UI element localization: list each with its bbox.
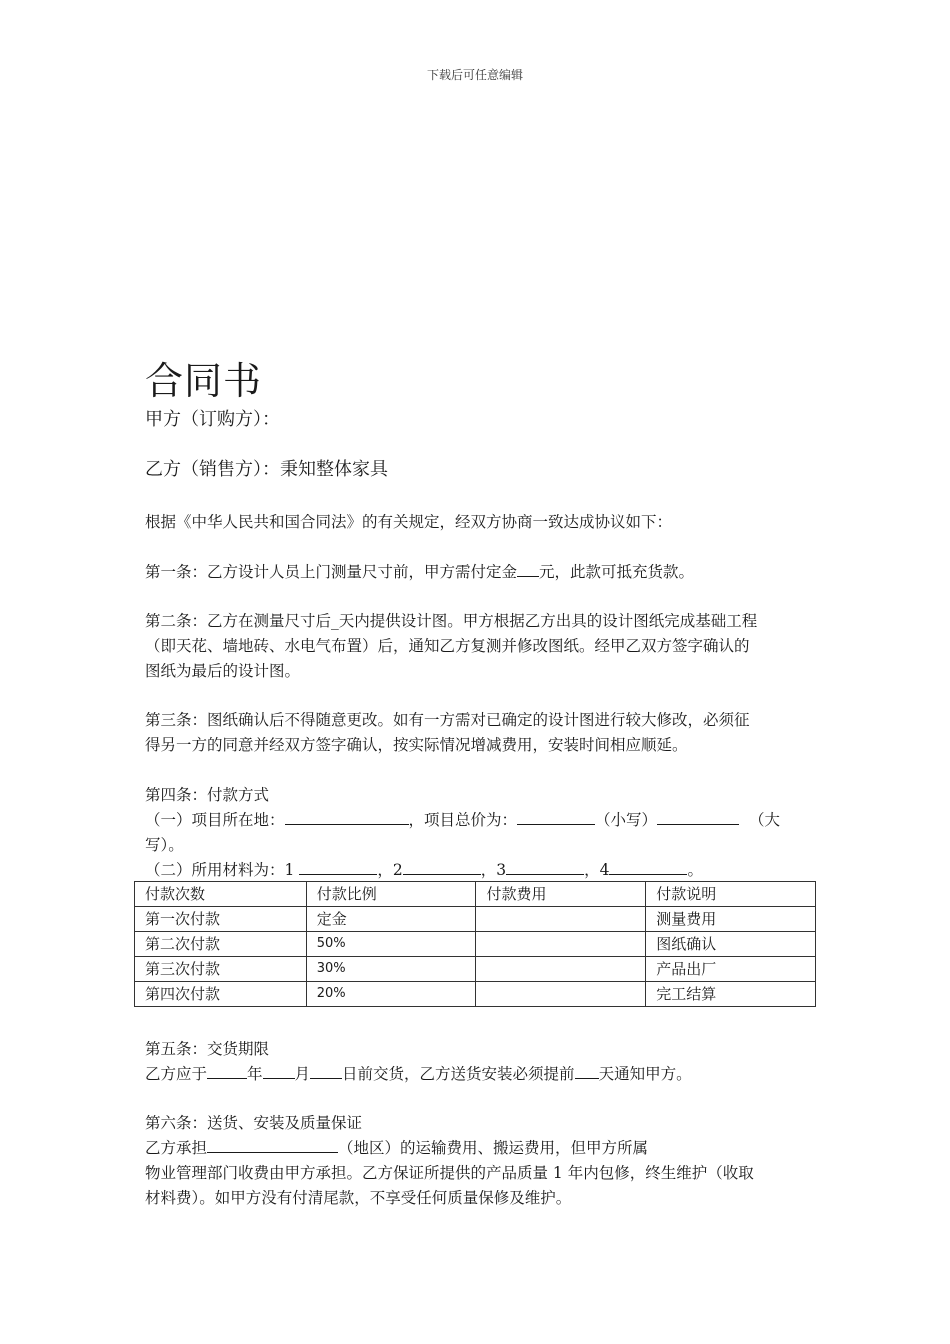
payment-note-cell: 完工结算 [646, 982, 816, 1007]
table-row [135, 957, 816, 982]
table-row [135, 932, 816, 957]
payment-ratio-cell: 30% [306, 957, 476, 982]
payment-number-cell: 第二次付款 [135, 932, 307, 957]
table-header-row [135, 882, 816, 907]
material-2-blank[interactable] [403, 857, 481, 875]
header-note: 下载后可任意编辑 [426, 68, 523, 82]
header-cell: 付款次数 [135, 882, 307, 907]
article-2-line-2: （即天花、墙地砖、水电气布置）后，通知乙方复测并修改图纸。经甲乙双方签字确认的 [145, 637, 750, 655]
article-2-line-3: 图纸为最后的设计图。 [145, 662, 301, 680]
header-cell: 付款比例 [306, 882, 476, 907]
payment-note-cell: 测量费用 [646, 907, 816, 932]
total-lowercase-blank[interactable] [517, 807, 595, 825]
item-1-label-lowercase: （小写） [595, 811, 658, 829]
article-1 [145, 559, 694, 585]
payment-ratio-cell: 50% [306, 932, 476, 957]
article-6-text-a: 乙方承担 [145, 1139, 208, 1157]
project-location-blank[interactable] [285, 807, 409, 825]
payment-amount-cell[interactable] [476, 982, 646, 1007]
delivery-text-end: 天通知甲方。 [598, 1065, 692, 1083]
payment-number-cell: 第三次付款 [135, 957, 307, 982]
delivery-day-blank[interactable] [310, 1061, 342, 1079]
party-b-line: 乙方（销售方）：秉知整体家具 [145, 459, 388, 480]
article-4-item-2 [145, 857, 703, 883]
item-1-label-uppercase: （大 [749, 811, 781, 829]
article-1-text-before: 第一条：乙方设计人员上门测量尺寸前，甲方需付定金 [145, 563, 518, 581]
article-6-line-2: 物业管理部门收费由甲方承担。乙方保证所提供的产品质量 1 年内包修，终生维护（收取 [145, 1164, 754, 1182]
article-1-text-after: 元，此款可抵充货款。 [539, 563, 695, 581]
article-4-heading: 第四条：付款方式 [145, 786, 270, 804]
table-row [135, 982, 816, 1007]
item-1-label-location: （一）项目所在地： [145, 811, 285, 829]
payment-note-cell: 产品出厂 [646, 957, 816, 982]
article-3-line-1: 第三条：图纸确认后不得随意更改。如有一方需对已确定的设计图进行较大修改，必须征 [145, 711, 750, 729]
materials-sep-3: ，3 [480, 861, 507, 879]
deposit-amount-blank[interactable] [517, 559, 539, 577]
article-6-heading: 第六条：送货、安装及质量保证 [145, 1114, 363, 1132]
delivery-text-a: 乙方应于 [145, 1065, 208, 1083]
delivery-text-month: 月 [294, 1065, 311, 1083]
delivery-text-year: 年 [247, 1065, 263, 1083]
region-blank[interactable] [207, 1135, 338, 1153]
article-4-item-1 [145, 807, 780, 833]
payment-number-cell: 第一次付款 [135, 907, 307, 932]
item-1-label-total: ，项目总价为： [408, 811, 518, 829]
article-4-item-1-cont: 写）。 [145, 836, 184, 854]
materials-sep-4: ，4 [584, 861, 610, 879]
materials-label: （二）所用材料为：1 [145, 861, 295, 879]
preamble: 根据《中华人民共和国合同法》的有关规定，经双方协商一致达成协议如下： [145, 513, 673, 531]
header-cell: 付款说明 [646, 882, 816, 907]
delivery-year-blank[interactable] [207, 1061, 247, 1079]
article-2-line-1: 第二条：乙方在测量尺寸后_天内提供设计图。甲方根据乙方出具的设计图纸完成基础工程 [145, 612, 758, 630]
payment-amount-cell[interactable] [476, 907, 646, 932]
payment-number-cell: 第四次付款 [135, 982, 307, 1007]
payment-table [134, 881, 816, 1007]
article-6-line-1 [145, 1135, 648, 1161]
payment-amount-cell[interactable] [476, 957, 646, 982]
material-3-blank[interactable] [506, 857, 584, 875]
material-1-blank[interactable] [299, 857, 377, 875]
article-6-line-3: 材料费）。如甲方没有付清尾款，不享受任何质量保修及维护。 [145, 1189, 572, 1207]
delivery-month-blank[interactable] [263, 1061, 295, 1079]
material-4-blank[interactable] [609, 857, 687, 875]
article-3-line-2: 得另一方的同意并经双方签字确认，按实际情况增减费用，安装时间相应顺延。 [145, 736, 688, 754]
article-5-body [145, 1061, 692, 1087]
payment-note-cell: 图纸确认 [646, 932, 816, 957]
article-6-text-b: （地区）的运输费用、搬运费用，但甲方所属 [338, 1139, 649, 1157]
table-row [135, 907, 816, 932]
total-uppercase-blank[interactable] [657, 807, 739, 825]
materials-end: 。 [687, 861, 703, 879]
payment-ratio-cell: 20% [306, 982, 476, 1007]
party-a-line: 甲方（订购方）： [145, 409, 280, 430]
document-title: 合同书 [145, 359, 263, 403]
payment-ratio-cell: 定金 [306, 907, 476, 932]
delivery-text-day: 日前交货，乙方送货安装必须提前 [342, 1065, 575, 1083]
header-cell: 付款费用 [476, 882, 646, 907]
article-5-heading: 第五条：交货期限 [145, 1040, 270, 1058]
materials-sep-2: ，2 [377, 861, 403, 879]
payment-amount-cell[interactable] [476, 932, 646, 957]
notice-days-blank[interactable] [575, 1061, 599, 1079]
